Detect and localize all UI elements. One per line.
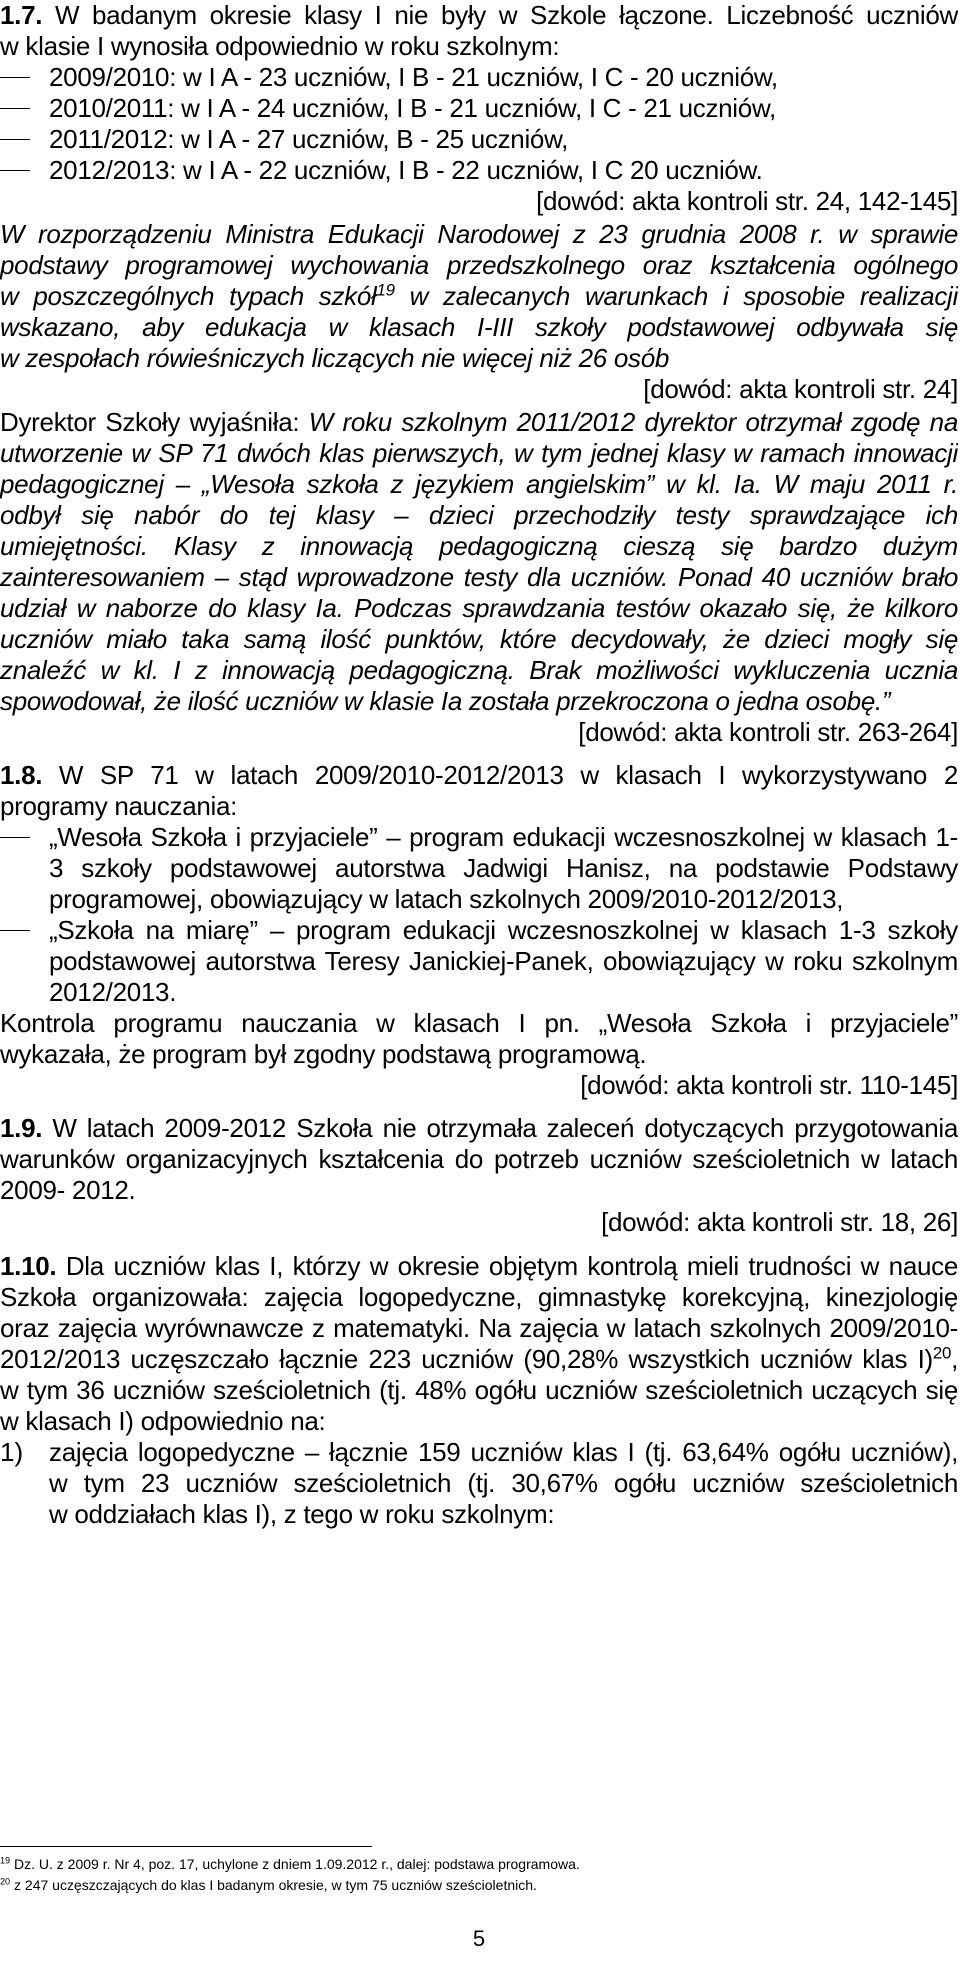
program-line: „Wesoła Szkoła i przyjaciele” – program edukacji wczesnoszkolnej w klasach 1-	[49, 822, 958, 852]
item-line: zajęcia logopedyczne – łącznie 159 uczniów klas I (tj. 63,64% ogółu uczniów),	[49, 1437, 958, 1467]
footnote-20	[0, 1877, 537, 1894]
footnote-number: 19	[0, 1855, 11, 1866]
section-number: 1.8.	[0, 760, 43, 790]
list-dash	[0, 77, 30, 78]
footnote-marker: 19	[376, 281, 395, 300]
section-number: 1.9.	[0, 1113, 43, 1143]
director-intro: Dyrektor Szkoły wyjaśniła:	[0, 407, 309, 437]
director-quote: W roku szkolnym 2011/2012 dyrektor otrzymał zgodę na	[308, 407, 958, 437]
section-number: 1.7.	[0, 0, 43, 30]
program-line: programowej, obowiązujący w latach szkolnych 2009/2010-2012/2013,	[49, 884, 844, 914]
paragraph-text: 2012/2013 uczęszczało łącznie 223 uczniów (90,28% wszystkich uczniów klas I)	[0, 1344, 933, 1374]
program-line: „Szkoła na miarę” – program edukacji wczesnoszkolnej w klasach 1-3 szkoły	[49, 915, 958, 945]
list-item: 2012/2013: w I A - 22 uczniów, I B - 22 uczniów, I C 20 uczniów.	[49, 155, 763, 185]
program-line: 2012/2013.	[49, 977, 177, 1007]
paragraph-text: W SP 71 w latach 2009/2010-2012/2013 w klasach I wykorzystywano 2	[42, 760, 958, 790]
section-1-10-line-2: Szkoła organizowała: zajęcia logopedyczne, gimnastykę korekcyjną, kinezjologię	[0, 1282, 958, 1312]
director-quote-line: uczniów miało taka samą ilość punktów, które decydowały, że dzieci mogły się	[0, 624, 958, 654]
director-quote-line: spowodował, że ilość uczniów w klasie Ia została przekroczona o jedna osobę.”	[0, 686, 891, 716]
section-1-7-line-2: w klasie I wynosiła odpowiednio w roku szkolnym:	[0, 31, 560, 61]
section-1-10-line-3: oraz zajęcia wyrównawcze z matematyki. Na zajęcia w latach szkolnych 2009/2010-	[0, 1313, 958, 1343]
section-1-10-line-4	[0, 1344, 958, 1375]
page-number: 5	[472, 1926, 486, 1951]
paragraph-text: W badanym okresie klasy I nie były w Szkole łączone. Liczebność uczniów	[42, 0, 958, 30]
list-dash	[0, 837, 30, 838]
director-quote-line: udział w naborze do klasy Ia. Podczas sprawdzania testów okazało się, że kilkoro	[0, 593, 958, 623]
list-item: 2011/2012: w I A - 27 uczniów, B - 25 uczniów,	[49, 124, 569, 154]
proof-reference: [dowód: akta kontroli str. 24, 142-145]	[536, 186, 958, 216]
section-1-10-line-6: w klasach I) odpowiednio na:	[0, 1406, 326, 1436]
section-1-9-line-2: warunków organizacyjnych kształcenia do potrzeb uczniów sześcioletnich w latach	[0, 1144, 958, 1174]
regulation-line: w zespołach rówieśniczych liczących nie więcej niż 26 osób	[0, 343, 670, 373]
footnote-number: 20	[0, 1876, 11, 1887]
section-1-9-line-3: 2009- 2012.	[0, 1175, 136, 1205]
paragraph-text: ,	[951, 1344, 958, 1374]
director-quote-line: utworzenie w SP 71 dwóch klas pierwszych, w tym jednej klasy w ramach innowacji	[0, 438, 958, 468]
section-1-9-line-1	[0, 1113, 958, 1144]
item-line: w tym 23 uczniów sześcioletnich (tj. 30,67% ogółu uczniów sześcioletnich	[49, 1468, 958, 1498]
item-line: w oddziałach klas I), z tego w roku szkolnym:	[49, 1499, 555, 1529]
footnote-text: Dz. U. z 2009 r. Nr 4, poz. 17, uchylone z dniem 1.09.2012 r., dalej: podstawa programowa.	[10, 1856, 580, 1872]
program-line: 3 szkoły podstawowej autorstwa Jadwigi Hanisz, na podstawie Podstawy	[49, 853, 958, 883]
list-dash	[0, 108, 30, 109]
footnote-text: z 247 uczęszczających do klas I badanym okresie, w tym 75 uczniów sześcioletnich.	[10, 1877, 537, 1893]
proof-reference: [dowód: akta kontroli str. 263-264]	[578, 717, 958, 747]
control-line: Kontrola programu nauczania w klasach I pn. „Wesoła Szkoła i przyjaciele”	[0, 1008, 958, 1038]
proof-reference: [dowód: akta kontroli str. 110-145]	[580, 1070, 958, 1100]
section-1-10-line-5: w tym 36 uczniów sześcioletnich (tj. 48% ogółu uczniów sześcioletnich uczących się	[0, 1375, 958, 1405]
paragraph-text: W latach 2009-2012 Szkoła nie otrzymała zaleceń dotyczących przygotowania	[42, 1113, 958, 1143]
director-line	[0, 407, 958, 438]
list-item: 2010/2011: w I A - 24 uczniów, I B - 21 uczniów, I C - 21 uczniów,	[49, 93, 776, 123]
section-1-10-line-1	[0, 1251, 958, 1282]
director-quote-line: znaleźć w kl. I z innowacją pedagogiczną. Brak możliwości wykluczenia ucznia	[0, 655, 958, 685]
regulation-text: w poszczególnych typach szkół	[0, 281, 377, 311]
regulation-line: podstawy programowej wychowania przedszkolnego oraz kształcenia ogólnego	[0, 250, 958, 280]
program-line: podstawowej autorstwa Teresy Janickiej-Panek, obowiązujący w roku szkolnym	[49, 946, 958, 976]
footnote-19	[0, 1856, 580, 1873]
regulation-line: wskazano, aby edukacja w klasach I-III szkoły podstawowej odbywała się	[0, 312, 958, 342]
section-1-8-line-2: programy nauczania:	[0, 791, 238, 821]
regulation-text: w zalecanych warunkach i sposobie realizacji	[394, 281, 958, 311]
list-dash	[0, 170, 30, 171]
director-quote-line: umiejętności. Klasy z innowacją pedagogiczną cieszą się bardzo dużym	[0, 531, 958, 561]
list-dash	[0, 930, 30, 931]
section-1-8-line-1	[0, 760, 958, 791]
director-quote-line: pedagogicznej – „Wesoła szkoła z językiem angielskim” w kl. Ia. W maju 2011 r.	[0, 469, 958, 499]
regulation-line: W rozporządzeniu Ministra Edukacji Narodowej z 23 grudnia 2008 r. w sprawie	[0, 219, 958, 249]
proof-reference: [dowód: akta kontroli str. 24]	[643, 374, 958, 404]
item-number: 1)	[0, 1437, 24, 1467]
director-quote-line: odbył się nabór do tej klasy – dzieci przechodziły testy sprawdzające ich	[0, 500, 958, 530]
proof-reference: [dowód: akta kontroli str. 18, 26]	[601, 1207, 958, 1237]
paragraph-text: Dla uczniów klas I, którzy w okresie objętym kontrolą mieli trudności w nauce	[56, 1251, 958, 1281]
footnote-separator	[0, 1846, 372, 1847]
footnote-marker: 20	[932, 1344, 952, 1363]
list-item: 2009/2010: w I A - 23 uczniów, I B - 21 uczniów, I C - 20 uczniów,	[49, 62, 778, 92]
control-line: wykazała, że program był zgodny podstawą programową.	[0, 1039, 647, 1069]
regulation-line	[0, 281, 958, 312]
director-quote-line: zainteresowaniem – stąd wprowadzone testy dla uczniów. Ponad 40 uczniów brało	[0, 562, 958, 592]
list-dash	[0, 139, 30, 140]
section-1-7-line-1	[0, 0, 958, 31]
section-number: 1.10.	[0, 1251, 57, 1281]
